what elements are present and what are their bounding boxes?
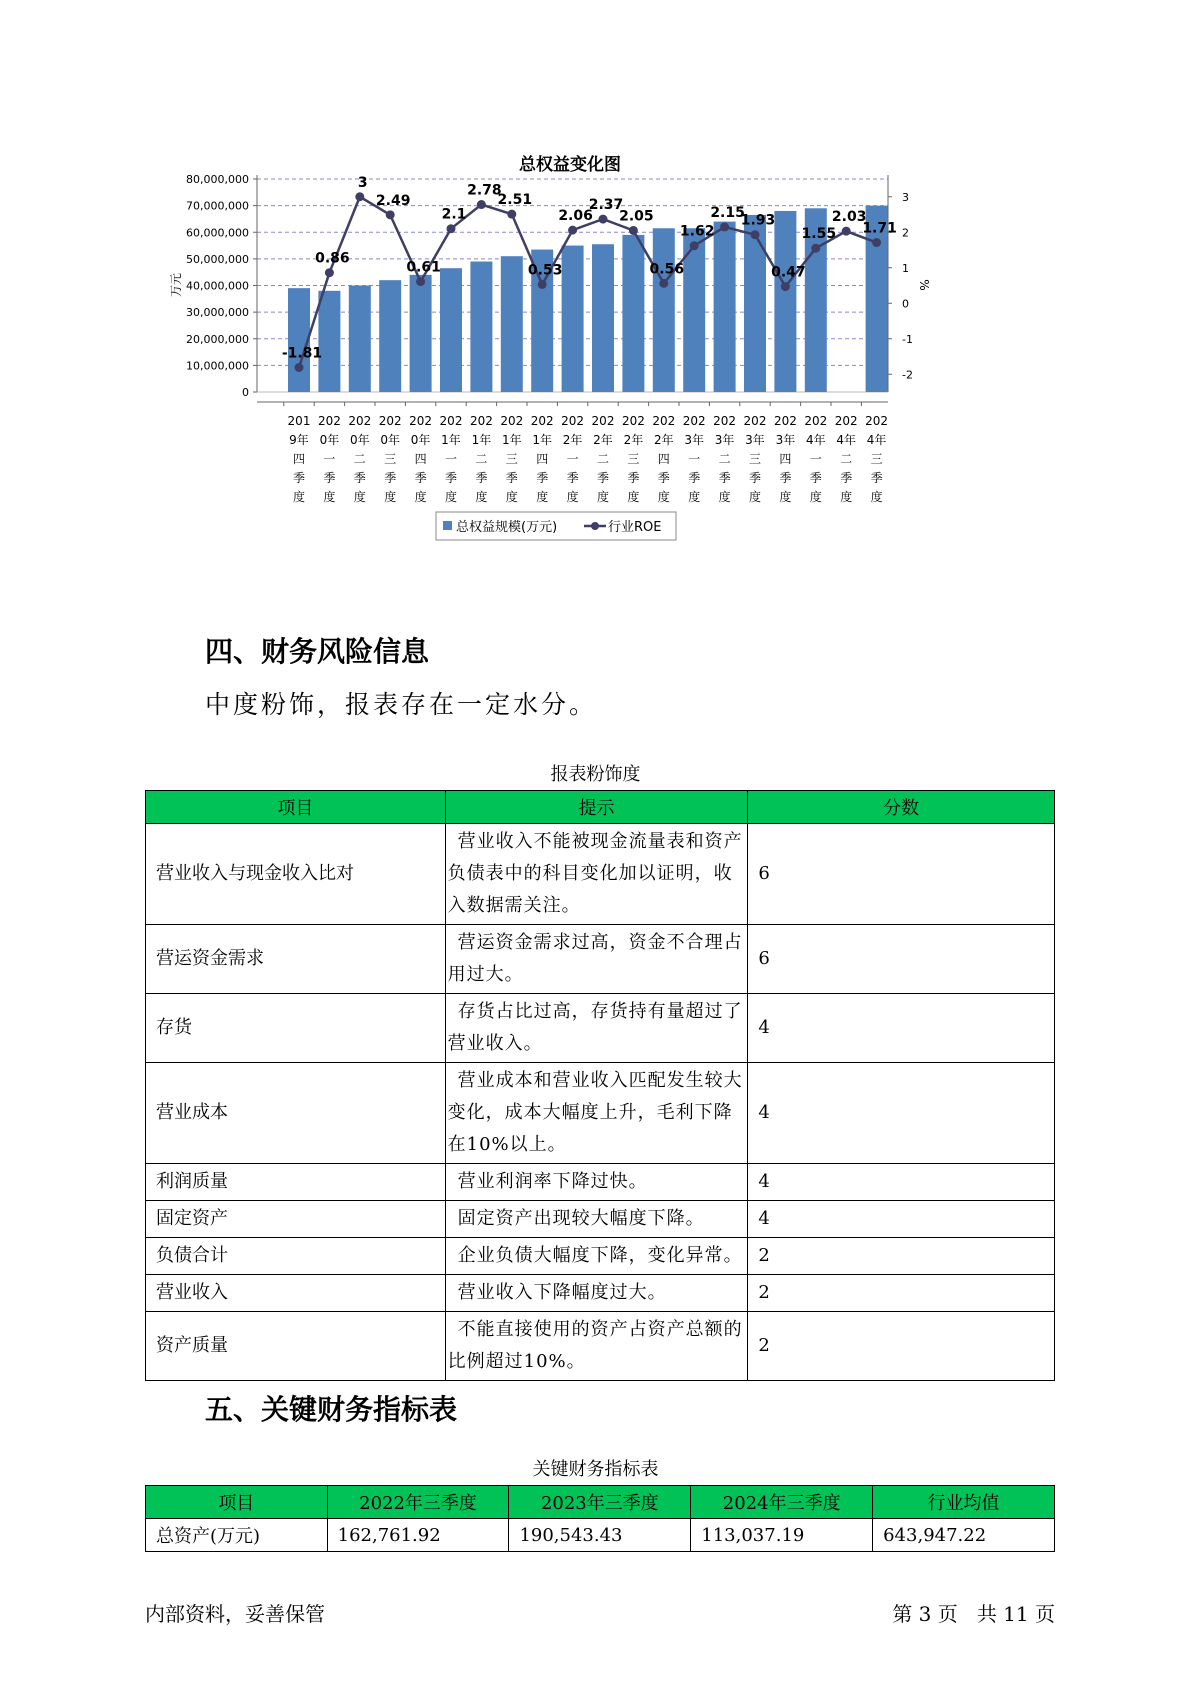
- roe-point: [872, 238, 881, 247]
- y2-tick-label: 2: [902, 226, 909, 240]
- x-tick-label: 季: [323, 471, 336, 485]
- x-tick-label: 202: [773, 414, 797, 428]
- hint-cell: 企业负债大幅度下降，变化异常。: [445, 1238, 748, 1275]
- x-tick-label: 三: [627, 452, 640, 466]
- x-tick-label: 度: [870, 490, 883, 504]
- x-tick-label: 季: [475, 471, 488, 485]
- x-tick-label: 度: [688, 490, 701, 504]
- x-tick-label: 度: [748, 490, 762, 504]
- x-tick-label: 季: [505, 471, 518, 485]
- roe-point: [416, 277, 425, 286]
- x-tick-label: 季: [809, 471, 822, 485]
- x-tick-label: 3年: [745, 433, 765, 447]
- roe-point: [538, 280, 547, 289]
- x-tick-label: 度: [718, 490, 731, 504]
- x-tick-label: 四: [779, 452, 792, 466]
- x-tick-label: 2年: [593, 433, 613, 447]
- roe-data-label: 2.37: [588, 197, 624, 214]
- score-cell: 4: [748, 1063, 1055, 1164]
- table-row: [146, 925, 1055, 994]
- item-cell: 营运资金需求: [146, 925, 446, 994]
- x-tick-label: 季: [566, 471, 579, 485]
- legend-label-bar: 总权益规模(万元): [456, 520, 558, 535]
- kpi-table: [145, 1485, 1055, 1552]
- x-tick-label: 4年: [866, 433, 887, 447]
- x-tick-label: 度: [384, 490, 397, 504]
- table-row: [146, 1275, 1055, 1312]
- x-tick-label: 一: [688, 452, 701, 466]
- x-tick-label: 季: [779, 471, 792, 485]
- y2-tick-label: 0: [902, 297, 909, 311]
- x-tick-label: 1年: [471, 433, 492, 447]
- x-tick-label: 四: [536, 452, 549, 466]
- item-cell: 资产质量: [146, 1312, 446, 1381]
- table-row: [146, 1238, 1055, 1275]
- y-tick-label: 70,000,000: [186, 199, 249, 213]
- x-tick-label: 季: [627, 471, 640, 485]
- x-tick-label: 四: [292, 452, 306, 466]
- hint-cell: 营运资金需求过高，资金不合理占用过大。: [445, 925, 748, 994]
- roe-data-label: 0.61: [406, 259, 441, 276]
- x-tick-label: 度: [536, 490, 549, 504]
- y-tick-label: 0: [242, 386, 249, 399]
- bar: [622, 235, 644, 392]
- table-row: [146, 824, 1055, 925]
- y-tick-label: 80,000,000: [186, 173, 249, 186]
- x-tick-label: 三: [505, 452, 518, 466]
- x-tick-label: 二: [475, 452, 488, 466]
- roe-point: [507, 210, 516, 219]
- column-header: 项目: [146, 1486, 328, 1519]
- x-tick-label: 二: [353, 452, 366, 466]
- item-cell: 营业收入: [146, 1275, 446, 1312]
- y-tick-label: 50,000,000: [186, 252, 249, 266]
- y-tick-label: 10,000,000: [186, 359, 249, 373]
- y2-tick-label: 1: [902, 261, 909, 275]
- bar: [683, 228, 705, 392]
- score-cell: 2: [748, 1275, 1055, 1312]
- value-cell: 643,947.22: [873, 1519, 1055, 1552]
- hint-cell: 营业收入不能被现金流量表和资产负债表中的科目变化加以证明，收入数据需关注。: [445, 824, 748, 925]
- table-row: [146, 1312, 1055, 1381]
- y-tick-label: 20,000,000: [186, 332, 249, 346]
- bar: [774, 211, 796, 392]
- roe-point: [386, 210, 395, 219]
- score-cell: 4: [748, 1201, 1055, 1238]
- bar: [714, 222, 736, 392]
- column-header: 2023年三季度: [509, 1486, 691, 1519]
- roe-point: [690, 241, 699, 250]
- x-tick-label: 202: [378, 414, 402, 428]
- x-tick-label: 度: [596, 490, 610, 504]
- x-tick-label: 202: [713, 414, 737, 428]
- x-tick-label: 202: [591, 414, 615, 428]
- legend-swatch-bar: [443, 521, 452, 530]
- x-tick-label: 一: [809, 452, 822, 466]
- roe-data-label: 2.49: [375, 192, 411, 209]
- item-cell: 固定资产: [146, 1201, 446, 1238]
- x-tick-label: 3年: [714, 433, 735, 447]
- x-tick-label: 季: [748, 471, 762, 485]
- roe-data-label: 2.1: [441, 206, 467, 223]
- roe-data-label: 2.06: [558, 208, 593, 225]
- x-tick-label: 季: [353, 471, 366, 485]
- x-tick-label: 季: [414, 471, 427, 485]
- x-tick-label: 一: [444, 452, 458, 466]
- bar: [501, 256, 523, 392]
- item-cell: 营业成本: [146, 1063, 446, 1164]
- chart-canvas: [140, 140, 1000, 600]
- roe-data-label: 1.55: [801, 226, 837, 243]
- y-tick-label: 60,000,000: [186, 226, 249, 240]
- roe-data-label: -1.81: [281, 345, 323, 362]
- item-cell: 营业收入与现金收入比对: [146, 824, 446, 925]
- roe-data-label: 2.05: [619, 208, 654, 225]
- bar: [744, 215, 766, 392]
- x-tick-label: 202: [834, 414, 858, 428]
- x-tick-label: 季: [657, 471, 670, 485]
- roe-data-label: 2.03: [831, 209, 867, 226]
- x-tick-label: 季: [384, 471, 397, 485]
- x-tick-label: 季: [292, 471, 306, 485]
- roe-data-label: 1.71: [862, 220, 897, 237]
- x-tick-label: 季: [688, 471, 701, 485]
- y2-tick-label: -2: [902, 368, 913, 382]
- x-tick-label: 度: [505, 490, 518, 504]
- column-header: 项目: [146, 791, 446, 824]
- value-cell: 190,543.43: [509, 1519, 691, 1552]
- y2-tick-label: -1: [902, 332, 913, 346]
- x-tick-label: 度: [292, 490, 306, 504]
- roe-point: [295, 363, 304, 372]
- x-tick-label: 季: [536, 471, 549, 485]
- x-tick-label: 202: [652, 414, 676, 428]
- x-tick-label: 四: [657, 452, 670, 466]
- bar: [349, 286, 371, 393]
- y2-axis-label: %: [917, 279, 931, 291]
- score-cell: 6: [748, 824, 1055, 925]
- x-tick-label: 度: [657, 490, 670, 504]
- section5-heading: 五、关键财务指标表: [205, 1393, 458, 1426]
- footer-note: 内部资料，妥善保管: [145, 1602, 325, 1626]
- x-tick-label: 202: [561, 414, 585, 428]
- x-tick-label: 202: [348, 414, 372, 428]
- roe-point: [811, 244, 820, 253]
- bar: [318, 291, 340, 392]
- value-cell: 162,761.92: [327, 1519, 509, 1552]
- roe-data-label: 1.62: [679, 223, 715, 240]
- x-tick-label: 季: [718, 471, 731, 485]
- x-tick-label: 度: [323, 490, 336, 504]
- score-cell: 4: [748, 1164, 1055, 1201]
- table-row: [146, 1164, 1055, 1201]
- value-cell: 113,037.19: [691, 1519, 873, 1552]
- x-tick-label: 202: [682, 414, 706, 428]
- y-tick-label: 40,000,000: [186, 279, 249, 293]
- x-tick-label: 度: [809, 490, 822, 504]
- x-tick-label: 0年: [410, 433, 431, 447]
- column-header: 提示: [445, 791, 748, 824]
- x-tick-label: 4年: [836, 433, 857, 447]
- column-header: 分数: [748, 791, 1055, 824]
- score-cell: 2: [748, 1238, 1055, 1275]
- score-cell: 2: [748, 1312, 1055, 1381]
- item-cell: 利润质量: [146, 1164, 446, 1201]
- roe-point: [751, 230, 760, 239]
- equity-chart: [140, 140, 1000, 600]
- x-tick-label: 季: [840, 471, 853, 485]
- legend-label-line: 行业ROE: [608, 520, 662, 535]
- x-tick-label: 三: [870, 452, 883, 466]
- x-tick-label: 0年: [319, 433, 340, 447]
- column-header: 2024年三季度: [691, 1486, 873, 1519]
- roe-data-label: 0.47: [771, 264, 806, 281]
- x-tick-label: 三: [384, 452, 397, 466]
- table-row: [146, 1519, 1055, 1552]
- hint-cell: 营业收入下降幅度过大。: [445, 1275, 748, 1312]
- chart-title: 总权益变化图: [519, 155, 621, 175]
- x-tick-label: 2年: [562, 433, 583, 447]
- x-tick-label: 一: [323, 452, 336, 466]
- page-number: 第 3 页 共 11 页: [892, 1602, 1055, 1626]
- x-tick-label: 度: [566, 490, 579, 504]
- roe-data-label: 2.15: [710, 204, 745, 221]
- x-tick-label: 202: [409, 414, 433, 428]
- item-cell: 负债合计: [146, 1238, 446, 1275]
- roe-data-label: 2.51: [497, 192, 533, 209]
- risk-table-caption: 报表粉饰度: [550, 764, 641, 785]
- roe-data-label: 3: [357, 174, 368, 191]
- x-tick-label: 202: [530, 414, 554, 428]
- x-tick-label: 度: [414, 490, 427, 504]
- x-tick-label: 202: [317, 414, 341, 428]
- x-tick-label: 二: [596, 452, 610, 466]
- x-tick-label: 季: [596, 471, 610, 485]
- x-tick-label: 度: [475, 490, 488, 504]
- x-tick-label: 1年: [501, 433, 522, 447]
- bar: [562, 246, 584, 392]
- hint-cell: 存货占比过高，存货持有量超过了营业收入。: [445, 994, 748, 1063]
- roe-point: [659, 279, 668, 288]
- x-tick-label: 202: [804, 414, 828, 428]
- kpi-table-caption: 关键财务指标表: [532, 1459, 659, 1480]
- table-row: [146, 994, 1055, 1063]
- hint-cell: 固定资产出现较大幅度下降。: [445, 1201, 748, 1238]
- roe-data-label: 1.93: [740, 212, 776, 229]
- x-tick-label: 二: [840, 452, 853, 466]
- x-tick-label: 202: [743, 414, 767, 428]
- hint-cell: 营业利润率下降过快。: [445, 1164, 748, 1201]
- table-row: [146, 1063, 1055, 1164]
- x-tick-label: 度: [627, 490, 640, 504]
- score-cell: 6: [748, 925, 1055, 994]
- roe-data-label: 0.53: [527, 262, 563, 279]
- x-tick-label: 二: [718, 452, 731, 466]
- hint-cell: 营业成本和营业收入匹配发生较大变化，成本大幅度上升，毛利下降在10%以上。: [445, 1063, 748, 1164]
- x-tick-label: 三: [748, 452, 762, 466]
- x-tick-label: 9年: [289, 433, 309, 447]
- roe-point: [599, 215, 608, 224]
- x-tick-label: 0年: [380, 433, 401, 447]
- roe-point: [447, 224, 456, 233]
- x-tick-label: 2年: [623, 433, 644, 447]
- x-tick-label: 度: [353, 490, 366, 504]
- item-cell: 总资产(万元): [146, 1519, 328, 1552]
- bar: [592, 244, 614, 392]
- x-tick-label: 1年: [532, 433, 553, 447]
- column-header: 2022年三季度: [327, 1486, 509, 1519]
- bar: [653, 228, 675, 392]
- item-cell: 存货: [146, 994, 446, 1063]
- x-tick-label: 一: [566, 452, 579, 466]
- x-tick-label: 4年: [805, 433, 826, 447]
- bar: [410, 275, 432, 392]
- legend-swatch-dot: [591, 522, 599, 530]
- bar: [379, 280, 401, 392]
- x-tick-label: 202: [439, 414, 463, 428]
- x-tick-label: 3年: [775, 433, 796, 447]
- x-tick-label: 0年: [349, 433, 370, 447]
- x-tick-label: 3年: [684, 433, 705, 447]
- y-axis-label: 万元: [169, 272, 183, 298]
- column-header: 行业均值: [873, 1486, 1055, 1519]
- roe-point: [477, 200, 486, 209]
- roe-data-label: 0.86: [315, 250, 350, 267]
- risk-summary: 中度粉饰，报表存在一定水分。: [205, 690, 598, 719]
- roe-data-label: 0.56: [649, 261, 685, 278]
- x-tick-label: 201: [287, 414, 311, 428]
- score-cell: 4: [748, 994, 1055, 1063]
- x-tick-label: 度: [779, 490, 792, 504]
- x-tick-label: 202: [469, 414, 493, 428]
- x-tick-label: 四: [414, 452, 427, 466]
- bar: [440, 268, 462, 392]
- x-tick-label: 202: [865, 414, 889, 428]
- section4-heading: 四、财务风险信息: [205, 635, 430, 668]
- roe-data-label: 2.78: [467, 182, 502, 199]
- roe-point: [842, 227, 851, 236]
- roe-point: [781, 282, 790, 291]
- y-tick-label: 30,000,000: [186, 306, 249, 320]
- y2-tick-label: 3: [902, 190, 909, 204]
- x-tick-label: 1年: [441, 433, 461, 447]
- bar: [470, 262, 492, 392]
- risk-table: [145, 790, 1055, 1381]
- x-tick-label: 2年: [653, 433, 674, 447]
- roe-point: [355, 192, 364, 201]
- x-tick-label: 202: [621, 414, 645, 428]
- x-tick-label: 季: [444, 471, 458, 485]
- x-tick-label: 度: [840, 490, 853, 504]
- roe-point: [629, 226, 638, 235]
- x-tick-label: 202: [500, 414, 524, 428]
- x-tick-label: 度: [444, 490, 458, 504]
- table-row: [146, 1201, 1055, 1238]
- roe-point: [325, 268, 334, 277]
- roe-point: [568, 226, 577, 235]
- roe-point: [720, 222, 729, 231]
- hint-cell: 不能直接使用的资产占资产总额的比例超过10%。: [445, 1312, 748, 1381]
- x-tick-label: 季: [870, 471, 883, 485]
